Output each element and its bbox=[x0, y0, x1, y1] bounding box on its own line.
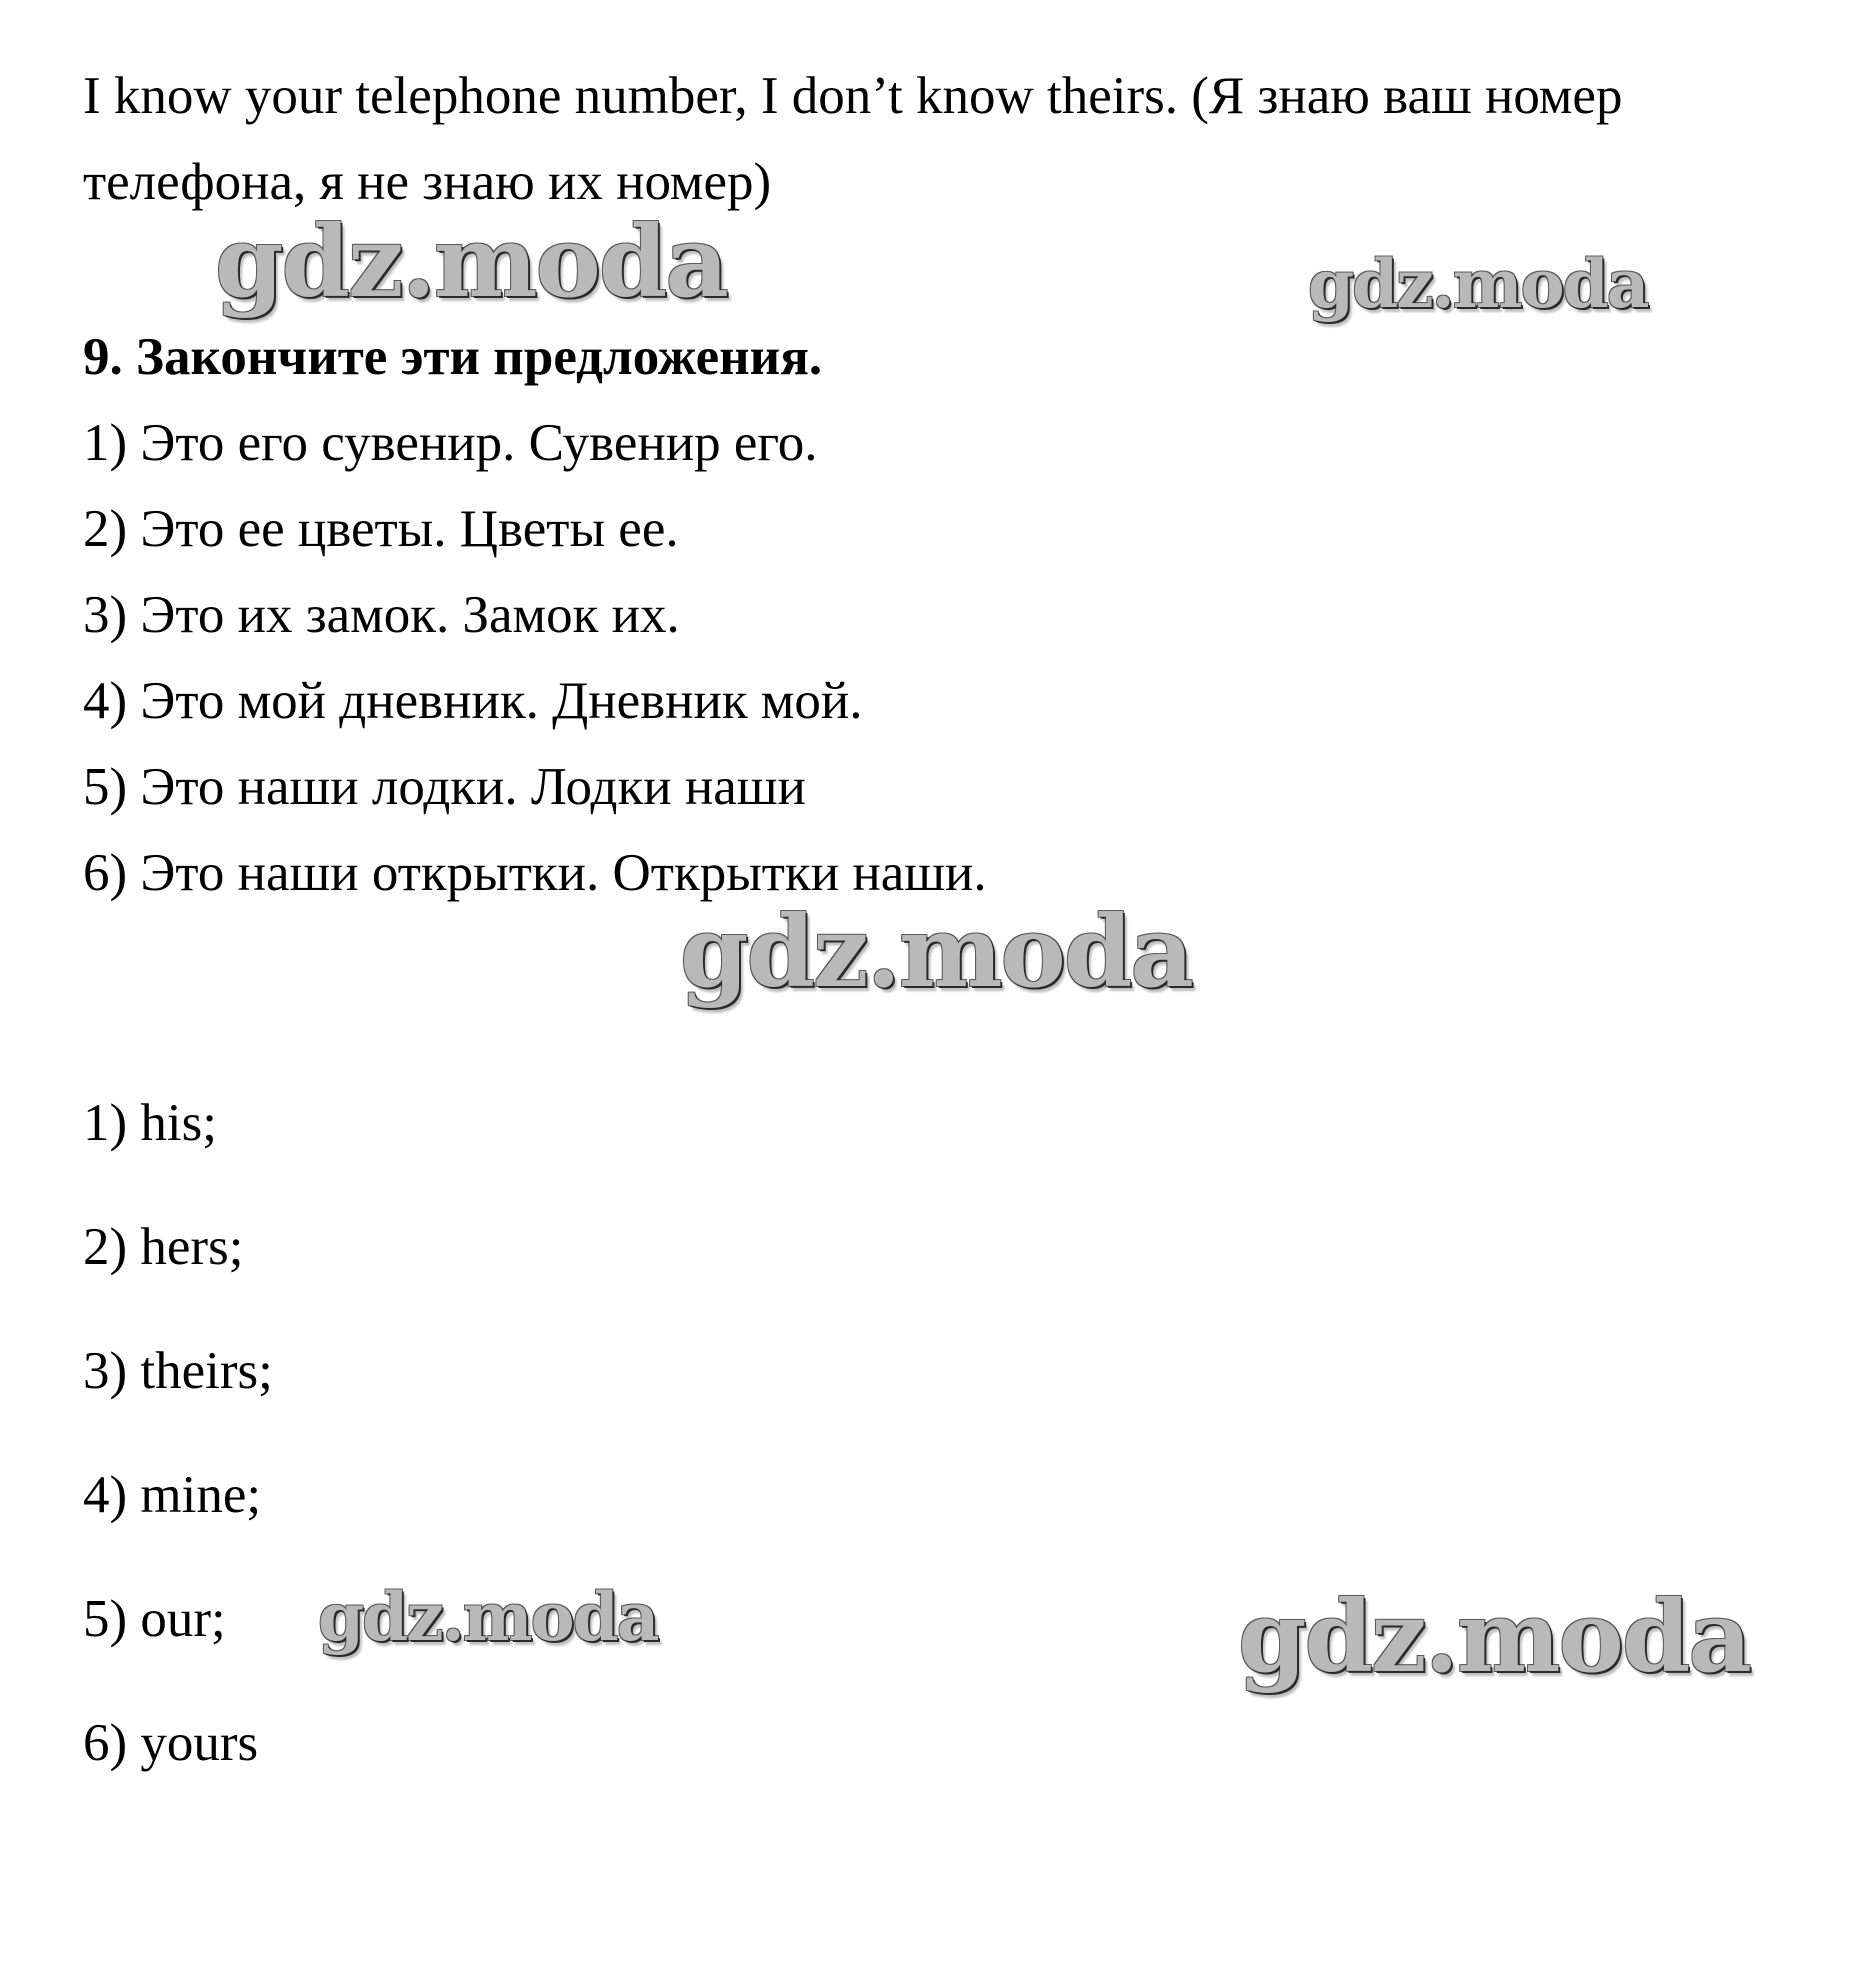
answer-item: 6) yours bbox=[83, 1714, 259, 1772]
watermark-logo: gdz.moda bbox=[1308, 245, 1648, 323]
exercise-item: 2) Это ее цветы. Цветы ее. bbox=[83, 500, 679, 558]
intro-line-2: телефона, я не знаю их номер) bbox=[83, 153, 772, 211]
answer-item: 5) our; bbox=[83, 1590, 226, 1648]
answer-item: 3) theirs; bbox=[83, 1342, 273, 1400]
answer-item: 1) his; bbox=[83, 1094, 217, 1152]
exercise-item: 4) Это мой дневник. Дневник мой. bbox=[83, 672, 863, 730]
intro-paragraph bbox=[83, 53, 1622, 225]
exercise-item: 3) Это их замок. Замок их. bbox=[83, 586, 680, 644]
answer-item: 2) hers; bbox=[83, 1218, 244, 1276]
intro-line-1: I know your telephone number, I don’t know theirs. (Я знаю ваш номер bbox=[83, 67, 1623, 125]
watermark-logo: gdz.moda bbox=[1238, 1580, 1750, 1695]
exercise-item: 6) Это наши открытки. Открытки наши. bbox=[83, 844, 987, 902]
watermark-logo: gdz.moda bbox=[318, 1578, 658, 1656]
exercise-item: 1) Это его сувенир. Сувенир его. bbox=[83, 414, 818, 472]
answer-item: 4) mine; bbox=[83, 1466, 262, 1524]
exercise-item: 5) Это наши лодки. Лодки наши bbox=[83, 758, 806, 816]
answers-list bbox=[83, 1080, 273, 1824]
exercise-heading: 9. Закончите эти предложения. bbox=[83, 328, 823, 386]
watermark-logo: gdz.moda bbox=[680, 895, 1192, 1010]
exercise-items bbox=[83, 400, 987, 916]
watermark-logo: gdz.moda bbox=[215, 205, 727, 320]
